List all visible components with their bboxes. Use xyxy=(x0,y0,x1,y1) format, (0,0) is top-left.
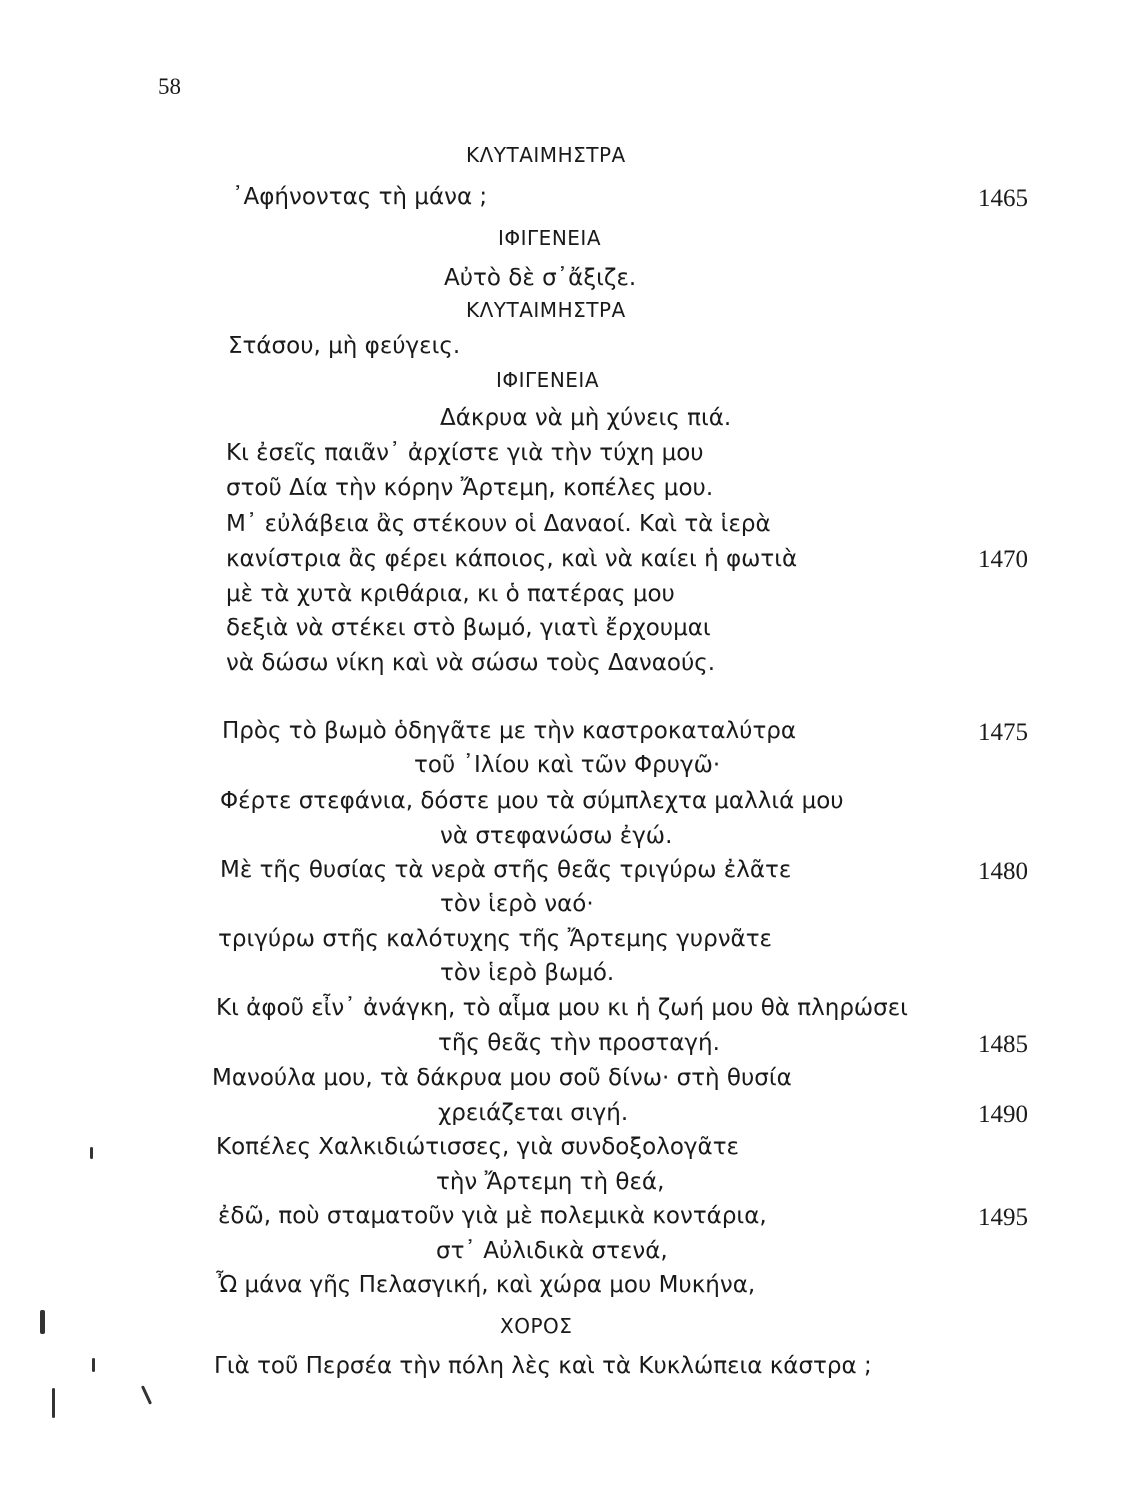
verse-line: Ὦ μάνα γῆς Πελασγική, καὶ χώρα μου Μυκήνα, xyxy=(216,1272,756,1298)
verse-line: Φέρτε στεφάνια, δόστε μου τὰ σύμπλεχτα μαλλιά μου xyxy=(220,788,844,814)
line-number: 1470 xyxy=(978,546,1028,573)
scan-mark xyxy=(40,1310,45,1334)
verse-line: νὰ στεφανώσω ἐγώ. xyxy=(440,823,673,849)
verse-line: μὲ τὰ χυτὰ κριθάρια, κι ὁ πατέρας μου xyxy=(226,581,675,607)
verse-line: νὰ δώσω νίκη καὶ νὰ σώσω τοὺς Δαναούς. xyxy=(226,650,716,676)
speaker-label: ΚΛΥΤΑΙΜΗΣΤΡΑ xyxy=(466,143,626,167)
verse-line: στοῦ Δία τὴν κόρην Ἄρτεμη, κοπέλες μου. xyxy=(226,475,714,501)
verse-line: Μὲ τῆς θυσίας τὰ νερὰ στῆς θεᾶς τριγύρω ἐλᾶτε xyxy=(220,857,792,883)
line-number: 1465 xyxy=(978,185,1028,212)
verse-line: τοῦ ᾿Ιλίου καὶ τῶν Φρυγῶ· xyxy=(414,752,721,778)
verse-line: τὸν ἱερὸ ναό· xyxy=(440,891,594,917)
scan-mark xyxy=(141,1385,152,1404)
scan-mark xyxy=(92,1358,95,1372)
verse-line: Στάσου, μὴ φεύγεις. xyxy=(228,333,461,359)
verse-line: Μανούλα μου, τὰ δάκρυα μου σοῦ δίνω· στὴ θυσία xyxy=(212,1065,792,1091)
verse-line: τὴν Ἄρτεμη τὴ θεά, xyxy=(436,1169,665,1195)
line-number: 1485 xyxy=(978,1031,1028,1058)
verse-line: ἐδῶ, ποὺ σταματοῦν γιὰ μὲ πολεμικὰ κοντάρια, xyxy=(218,1203,767,1229)
verse-line: δεξιὰ νὰ στέκει στὸ βωμό, γιατὶ ἔρχουμαι xyxy=(226,615,711,641)
line-number: 1490 xyxy=(978,1101,1028,1128)
line-number: 1495 xyxy=(978,1204,1028,1231)
line-number: 1480 xyxy=(978,858,1028,885)
verse-line: Δάκρυα νὰ μὴ χύνεις πιά. xyxy=(440,405,732,431)
verse-line: στ᾿ Αὐλιδικὰ στενά, xyxy=(436,1238,668,1264)
speaker-label: ΙΦΙΓΕΝΕΙΑ xyxy=(498,226,601,250)
verse-line: τριγύρω στῆς καλότυχης τῆς Ἄρτεμης γυρνᾶτε xyxy=(218,926,772,952)
verse-line: τῆς θεᾶς τὴν προσταγή. xyxy=(438,1030,720,1056)
scan-mark xyxy=(52,1388,55,1418)
verse-line: κανίστρια ἂς φέρει κάποιος, καὶ νὰ καίει ἡ φωτιὰ xyxy=(226,546,798,572)
verse-line: χρειάζεται σιγή. xyxy=(438,1100,629,1126)
verse-line: Κι ἀφοῦ εἶν᾿ ἀνάγκη, τὸ αἷμα μου κι ἡ ζωή μου θὰ πληρώσει xyxy=(216,995,908,1021)
verse-line: Κοπέλες Χαλκιδιώτισσες, γιὰ συνδοξολογᾶτε xyxy=(216,1134,739,1160)
verse-line: Πρὸς τὸ βωμὸ ὁδηγᾶτε με τὴν καστροκαταλύτρα xyxy=(222,718,797,744)
verse-line: Αὐτὸ δὲ σ᾿ἄξιζε. xyxy=(444,265,637,291)
verse-line: τὸν ἱερὸ βωμό. xyxy=(440,960,615,986)
verse-line: ᾿Αφήνοντας τὴ μάνα ; xyxy=(232,184,488,210)
speaker-label: ΙΦΙΓΕΝΕΙΑ xyxy=(496,368,599,392)
verse-line: Κι ἐσεῖς παιᾶν᾿ ἀρχίστε γιὰ τὴν τύχη μου xyxy=(226,440,704,466)
speaker-label: ΚΛΥΤΑΙΜΗΣΤΡΑ xyxy=(466,298,626,322)
page-number: 58 xyxy=(158,74,181,99)
speaker-label: ΧΟΡΟΣ xyxy=(500,1314,573,1338)
verse-line: Μ᾿ εὐλάβεια ἂς στέκουν οἱ Δαναοί. Καὶ τὰ ἱερὰ xyxy=(226,511,771,537)
line-number: 1475 xyxy=(978,719,1028,746)
verse-line: Γιὰ τοῦ Περσέα τὴν πόλη λὲς καὶ τὰ Κυκλώπεια κάστρα ; xyxy=(214,1353,872,1379)
scan-mark xyxy=(90,1147,93,1159)
